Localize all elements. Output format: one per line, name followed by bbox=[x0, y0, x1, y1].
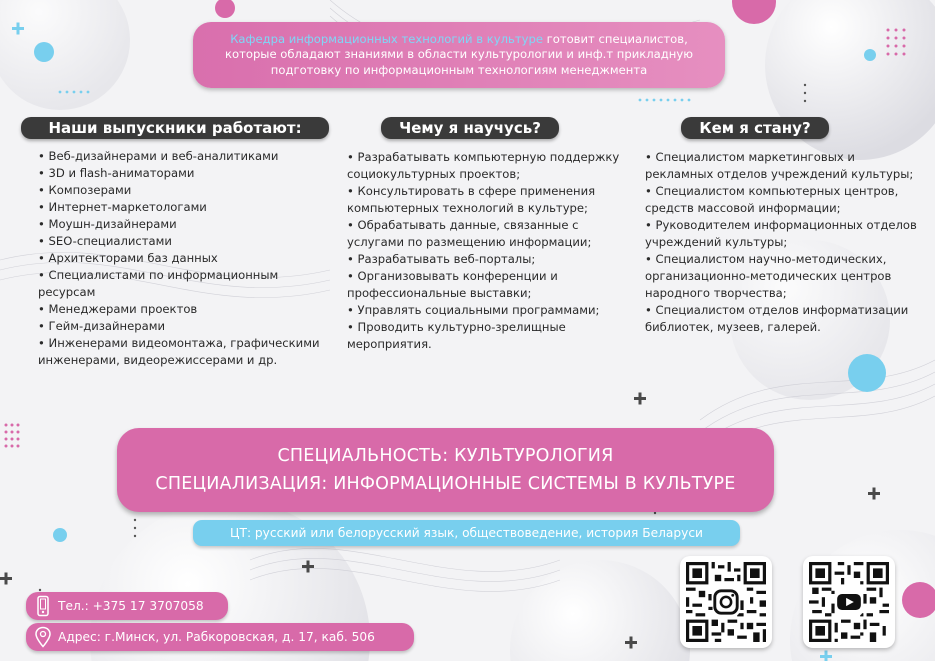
address-contact[interactable] bbox=[26, 623, 414, 651]
list-item: • Специалистом научно-методических, организационно-методических центров народного творчества; bbox=[645, 252, 892, 300]
specialization-line: СПЕЦИАЛИЗАЦИЯ: ИНФОРМАЦИОННЫЕ СИСТЕМЫ В КУЛЬТУРЕ bbox=[155, 474, 736, 494]
list-item: • Менеджерами проектов bbox=[38, 302, 198, 316]
list-item: • Инженерами видеомонтажа, графическими инженерами, видеорежиссерами и др. bbox=[38, 336, 320, 367]
intro-highlight: Кафедра информационных технологий в культуре bbox=[230, 31, 543, 46]
address-text: Адрес: г.Минск, ул. Рабкоровская, д. 17, каб. 506 bbox=[58, 630, 375, 644]
list-item: • Специалистами по информационным ресурсам bbox=[38, 268, 279, 299]
list-item: • Обрабатывать данные, связанные с услугами по размещению информации; bbox=[347, 218, 592, 249]
ct-subjects: ЦТ: русский или белорусский язык, обществоведение, история Беларуси bbox=[193, 520, 740, 546]
location-pin-icon bbox=[34, 626, 52, 648]
list-item: • Специалистом отделов информатизации библиотек, музеев, галерей. bbox=[645, 303, 909, 334]
list-item: • Моушн-дизайнерами bbox=[38, 217, 177, 231]
list-item: • Разрабатывать компьютерную поддержку социокультурных проектов; bbox=[347, 150, 620, 181]
list-item: • Организовывать конференции и профессиональные выставки; bbox=[347, 269, 558, 300]
intro-text bbox=[207, 32, 711, 79]
specialty-line: СПЕЦИАЛЬНОСТЬ: КУЛЬТУРОЛОГИЯ bbox=[277, 446, 614, 466]
list-item: • Архитекторами баз данных bbox=[38, 251, 218, 265]
list-item: • Гейм-дизайнерами bbox=[38, 319, 166, 333]
list-item: • Проводить культурно-зрелищные мероприятия. bbox=[347, 320, 566, 351]
qr-pattern bbox=[809, 562, 889, 642]
learn-list bbox=[347, 149, 632, 353]
list-item: • Специалистом маркетинговых и рекламных отделов учреждений культуры; bbox=[645, 150, 914, 181]
list-item: • SEO-специалистами bbox=[38, 234, 172, 248]
intro-banner bbox=[193, 22, 725, 88]
list-item: • 3D и flash-аниматорами bbox=[38, 166, 195, 180]
become-list bbox=[645, 149, 925, 336]
list-item: • Руководителем информационных отделов учреждений культуры; bbox=[645, 218, 917, 249]
list-item: • Интернет-маркетологами bbox=[38, 200, 207, 214]
phone-contact[interactable] bbox=[26, 592, 228, 620]
list-item: • Управлять социальными программами; bbox=[347, 303, 600, 317]
heading-graduates: Наши выпускники работают: bbox=[21, 117, 329, 139]
phone-text: Тел.: +375 17 3707058 bbox=[58, 599, 204, 613]
list-item: • Специалистом компьютерных центров, средств массовой информации; bbox=[645, 184, 899, 215]
graduates-list bbox=[38, 148, 338, 369]
list-item: • Разрабатывать веб-порталы; bbox=[347, 252, 536, 266]
specialty-banner bbox=[117, 428, 774, 512]
heading-learn: Чему я научусь? bbox=[381, 117, 559, 139]
list-item: • Консультировать в сфере применения компьютерных технологий в культуре; bbox=[347, 184, 596, 215]
qr-pattern bbox=[686, 562, 766, 642]
list-item: • Композерами bbox=[38, 183, 132, 197]
phone-icon bbox=[34, 595, 52, 617]
instagram-qr-code[interactable] bbox=[680, 556, 772, 648]
list-item: • Веб-дизайнерами и веб-аналитиками bbox=[38, 149, 279, 163]
heading-become: Кем я стану? bbox=[681, 117, 829, 139]
youtube-qr-code[interactable] bbox=[803, 556, 895, 648]
intro-rest: готовит специалистов, которые обладают знаниями в области культурологии и инф.т прикладную подготовку по информационным технологиям менеджмента bbox=[225, 31, 693, 77]
